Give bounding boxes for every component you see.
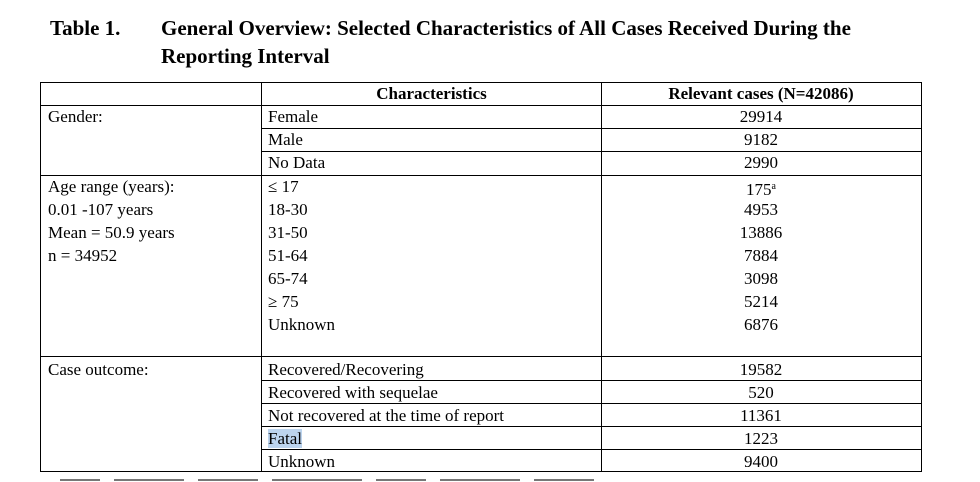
- header-characteristics: Characteristics: [376, 84, 487, 103]
- age-n-text: n = 34952: [48, 246, 118, 265]
- row-label: ≥ 75: [268, 292, 299, 311]
- age-mean-text: Mean = 50.9 years: [48, 223, 175, 242]
- characteristics-table: [40, 82, 922, 472]
- row-label: [268, 428, 302, 450]
- row-label: Recovered with sequelae: [268, 383, 438, 402]
- row-value: 9400: [744, 452, 778, 471]
- row-label: Male: [268, 130, 303, 149]
- row-value: 4953: [744, 200, 778, 219]
- group-label-age: Age range (years):: [48, 177, 175, 196]
- row-value: 3098: [744, 269, 778, 288]
- row-label: No Data: [268, 153, 326, 172]
- cut-off-text-line: [60, 474, 680, 482]
- row-value: 2990: [744, 153, 778, 172]
- row-value: 13886: [739, 223, 783, 242]
- footnote-marker: a: [771, 181, 776, 192]
- row-label: ≤ 17: [268, 177, 299, 196]
- group-label-gender: Gender:: [48, 107, 103, 126]
- row-value: 7884: [744, 246, 778, 265]
- row-value: 19582: [739, 360, 783, 379]
- row-label: Female: [268, 107, 319, 126]
- row-value: 11361: [740, 406, 782, 425]
- row-label: 31-50: [268, 223, 308, 242]
- selected-text-highlight[interactable]: Fatal: [268, 429, 302, 448]
- row-label: 18-30: [268, 200, 308, 219]
- row-value: 175$^a$: [746, 180, 776, 199]
- table-title: General Overview: Selected Characteristics of All Cases Received During the Reporting Interval: [161, 16, 851, 68]
- group-divider: [41, 356, 921, 357]
- column-divider: [261, 83, 262, 471]
- header-relevant-cases: Relevant cases (N=42086): [668, 84, 854, 103]
- row-value: 9182: [744, 130, 778, 149]
- row-label: Unknown: [268, 452, 336, 471]
- row-label: 51-64: [268, 246, 308, 265]
- age-range-text: 0.01 -107 years: [48, 200, 154, 219]
- row-label: 65-74: [268, 269, 308, 288]
- row-label: Recovered/Recovering: [268, 360, 424, 379]
- group-label-outcome: Case outcome:: [48, 360, 149, 379]
- table-number: Table 1.: [50, 16, 121, 40]
- row-label: Not recovered at the time of report: [268, 406, 505, 425]
- row-value: 5214: [744, 292, 778, 311]
- row-value: 6876: [744, 315, 778, 334]
- row-value: 520: [748, 383, 774, 402]
- row-label: Unknown: [268, 315, 336, 334]
- row-value: 29914: [739, 107, 783, 126]
- row-value: 1223: [744, 429, 778, 448]
